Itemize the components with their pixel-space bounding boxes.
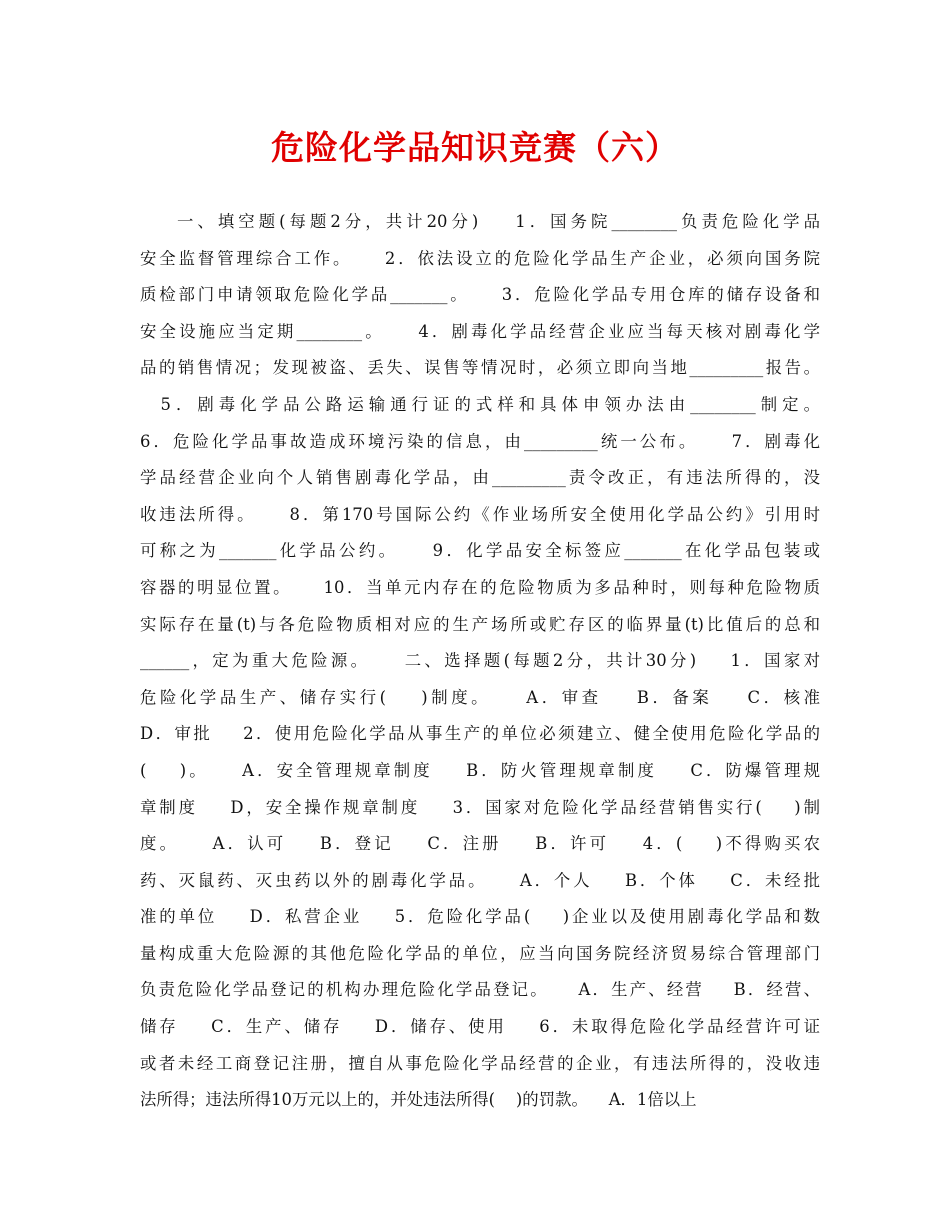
body-line: 容器的明显位置。 10．当单元内存在的危险物质为多品种时，则每种危险物质 [140,577,820,597]
body-line: 准的单位 D．私营企业 5．危险化学品( )企业以及使用剧毒化学品和数 [140,907,820,927]
document-title: 危险化学品知识竞赛（六） [271,128,679,167]
body-line: 实际存在量(t)与各危险物质相对应的生产场所或贮存区的临界量(t)比值后的总和 [140,614,820,634]
body-line: 量构成重大危险源的其他危险化学品的单位，应当向国务院经济贸易综合管理部门 [140,943,820,963]
body-line: ( )。 A．安全管理规章制度 B．防火管理规章制度 C．防爆管理规 [140,760,820,780]
body-line: 负责危险化学品登记的机构办理危险化学品登记。 A．生产、经营 B．经营、 [140,980,820,1000]
body-line: 学品经营企业向个人销售剧毒化学品，由_________责令改正，有违法所得的，没 [140,468,820,488]
body-line: 药、灭鼠药、灭虫药以外的剧毒化学品。 A．个人 B．个体 C．未经批 [140,870,820,890]
body-line: 一、填空题(每题2分，共计20分) 1．国务院________负责危险化学品 [140,212,820,231]
body-line: ______，定为重大危险源。 二、选择题(每题2分，共计30分) 1．国家对 [140,651,820,671]
body-line: 危险化学品生产、储存实行( )制度。 A．审查 B．备案 C．核准 [140,687,820,707]
document-body [140,204,820,1119]
body-line: 收违法所得。 8．第170号国际公约《作业场所安全使用化学品公约》引用时 [140,504,820,524]
body-line: 6．危险化学品事故造成环境污染的信息，由_________统一公布。 7．剧毒化 [140,431,820,451]
body-line: 或者未经工商登记注册，擅自从事危险化学品经营的企业，有违法所得的，没收违 [140,1053,820,1073]
body-line: 安全监督管理综合工作。 2．依法设立的危险化学品生产企业，必须向国务院 [140,248,820,268]
body-line: 安全设施应当定期________。 4．剧毒化学品经营企业应当每天核对剧毒化学 [140,321,820,341]
body-line: 5．剧毒化学品公路运输通行证的式样和具体申领办法由________制定。 [140,394,820,414]
body-line: 法所得；违法所得10万元以上的，并处违法所得( )的罚款。 A．1倍以上 [140,1090,697,1110]
body-line: 可称之为_______化学品公约。 9．化学品安全标签应_______在化学品包装或 [140,541,820,561]
body-line: D．审批 2．使用危险化学品从事生产的单位必须建立、健全使用危险化学品的 [140,724,820,744]
body-line: 度。 A．认可 B．登记 C．注册 B．许可 4．( )不得购买农 [140,834,820,854]
body-line: 品的销售情况；发现被盗、丢失、误售等情况时，必须立即向当地_________报告。 [140,358,820,378]
body-line: 章制度 D，安全操作规章制度 3．国家对危险化学品经营销售实行( )制 [140,797,820,817]
body-line: 质检部门申请领取危险化学品_______。 3．危险化学品专用仓库的储存设备和 [140,285,820,305]
body-line: 储存 C．生产、储存 D．储存、使用 6．未取得危险化学品经营许可证 [140,1017,820,1037]
